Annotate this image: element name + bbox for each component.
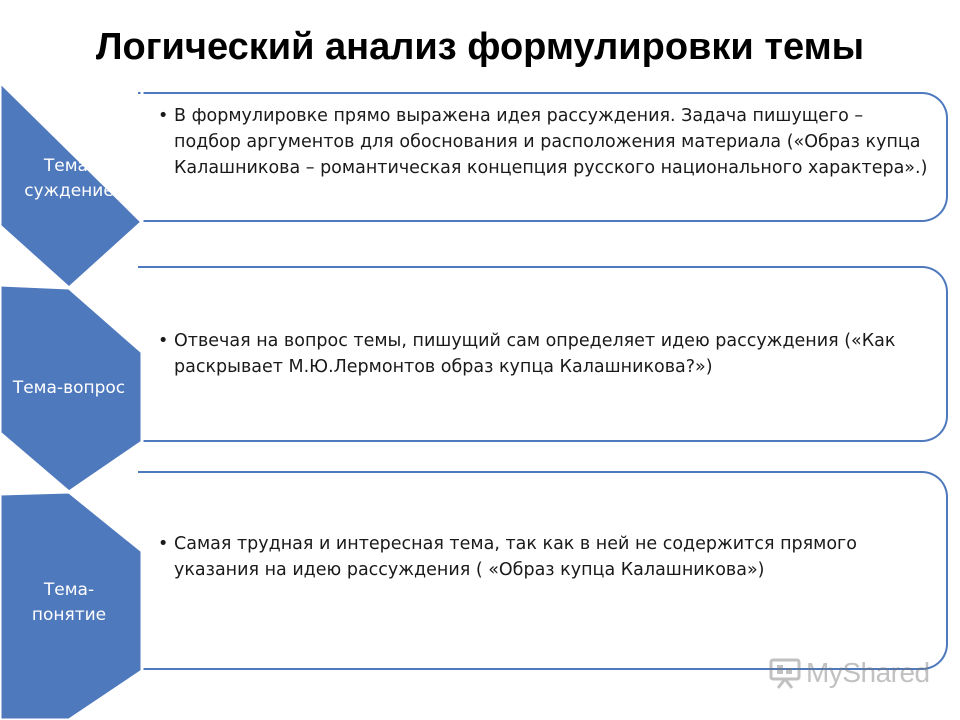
watermark-text: MyShared — [806, 657, 930, 688]
chevron-label-concept — [0, 578, 138, 628]
theme-judgment-description: В формулировке прямо выражена идея рассуждения. Задача пишущего – подбор аргументов для обоснования и расположения материала («Образ купца Калашникова – романтическая концепция русского национального характера».) — [174, 106, 928, 178]
presentation-board-icon — [768, 657, 802, 689]
theme-question-description: Отвечая на вопрос темы, пишущий сам определяет идею рассуждения («Как раскрывает М.Ю.Лермонтов образ купца Калашникова?») — [174, 331, 896, 377]
myshared-watermark — [768, 656, 930, 690]
chevron-label-question — [0, 376, 138, 401]
label-concept-text: Тема-понятие — [31, 580, 107, 625]
bullet-icon: • — [158, 106, 169, 126]
label-judgment-text: Тема-суждение — [24, 156, 114, 201]
bullet-icon: • — [158, 331, 169, 351]
bullet-icon: • — [158, 534, 169, 554]
slide-title: Логический анализ формулировки темы — [95, 26, 865, 68]
chevron-label-judgment — [0, 154, 138, 204]
theme-concept-description: Самая трудная и интересная тема, так как в ней не содержится прямого указания на идею рассуждения ( «Образ купца Калашникова») — [174, 534, 857, 580]
label-question-text: Тема-вопрос — [12, 378, 126, 398]
